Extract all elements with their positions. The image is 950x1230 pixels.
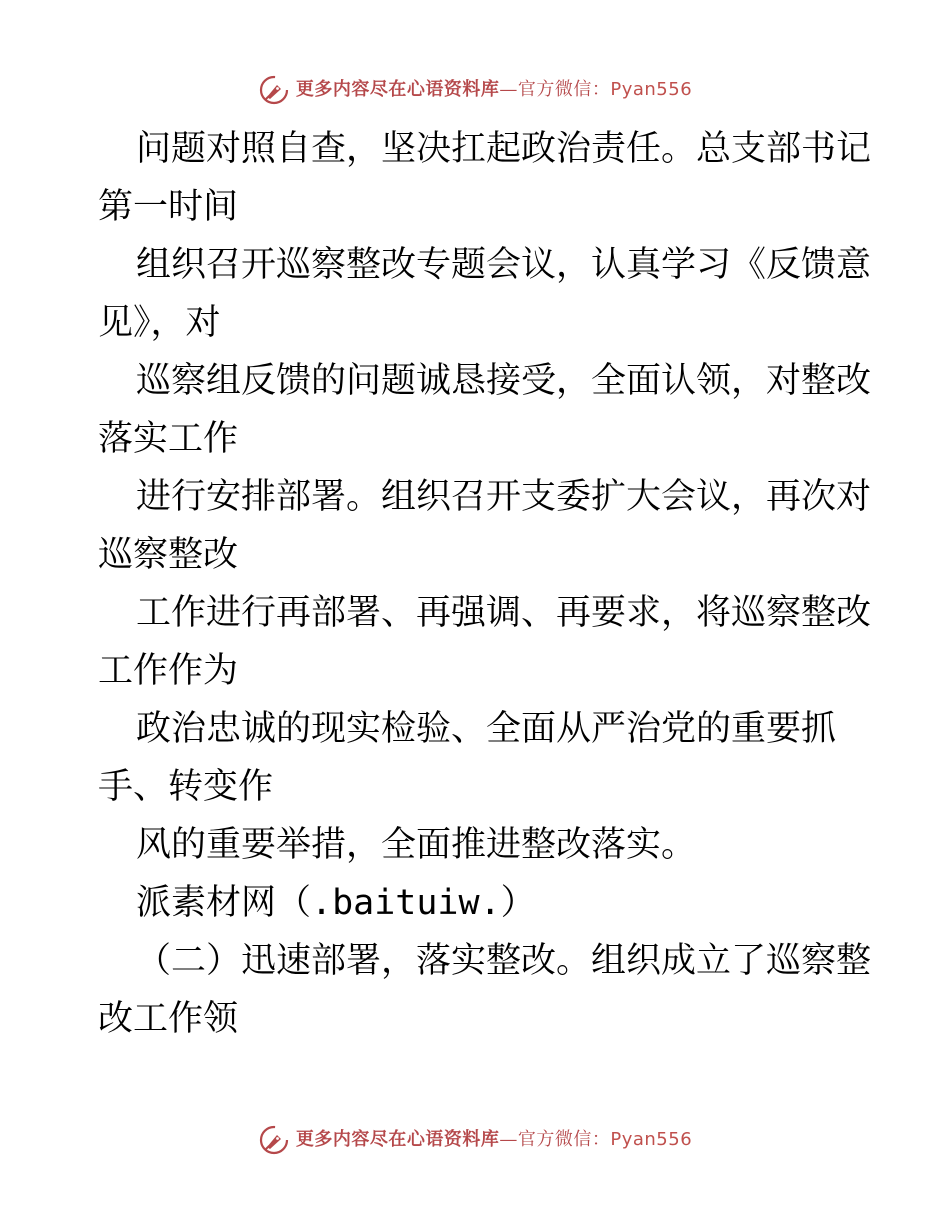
text-line: 政治忠诚的现实检验、全面从严治党的重要抓 <box>136 709 837 749</box>
text-line: 风的重要举措，全面推进整改落实。 <box>136 825 697 865</box>
text-line: 工作作为 <box>98 651 239 691</box>
watermark-wechat-id: Pyan556 <box>610 79 693 100</box>
pen-nib-circle-icon <box>258 1124 290 1156</box>
watermark-dash: — <box>499 79 518 100</box>
text-line: 巡察整改 <box>98 535 239 575</box>
pen-nib-circle-icon <box>258 74 290 106</box>
watermark-dash: — <box>499 1129 518 1150</box>
watermark-wechat-label: 官方微信： <box>517 1129 611 1150</box>
watermark-site-text: 更多内容尽在心语资料库 <box>295 1129 500 1150</box>
text-line: 进行安排部署。组织召开支委扩大会议，再次对 <box>136 477 872 517</box>
text-line: （二）迅速部署，落实整改。组织成立了巡察整 <box>136 941 872 981</box>
text-line: 手、转变作 <box>98 767 274 807</box>
text-line: 第一时间 <box>98 187 239 227</box>
text-line: 问题对照自查，坚决扛起政治责任。总支部书记 <box>136 129 872 169</box>
document-body <box>98 120 872 1048</box>
watermark-site-text: 更多内容尽在心语资料库 <box>295 79 500 100</box>
footer-watermark <box>0 1124 950 1156</box>
text-line: 工作进行再部署、再强调、再要求，将巡察整改 <box>136 593 872 633</box>
text-line: 巡察组反馈的问题诚恳接受，全面认领，对整改 <box>136 361 872 401</box>
text-line: 组织召开巡察整改专题会议，认真学习《反馈意 <box>136 245 872 285</box>
watermark-wechat-label: 官方微信： <box>517 79 611 100</box>
text-line: 派素材网（.baituiw.） <box>136 883 536 923</box>
header-watermark <box>0 74 950 106</box>
watermark-wechat-id: Pyan556 <box>610 1129 693 1150</box>
text-line: 落实工作 <box>98 419 239 459</box>
text-line: 见》，对 <box>98 303 221 343</box>
text-line: 改工作领 <box>98 999 239 1039</box>
